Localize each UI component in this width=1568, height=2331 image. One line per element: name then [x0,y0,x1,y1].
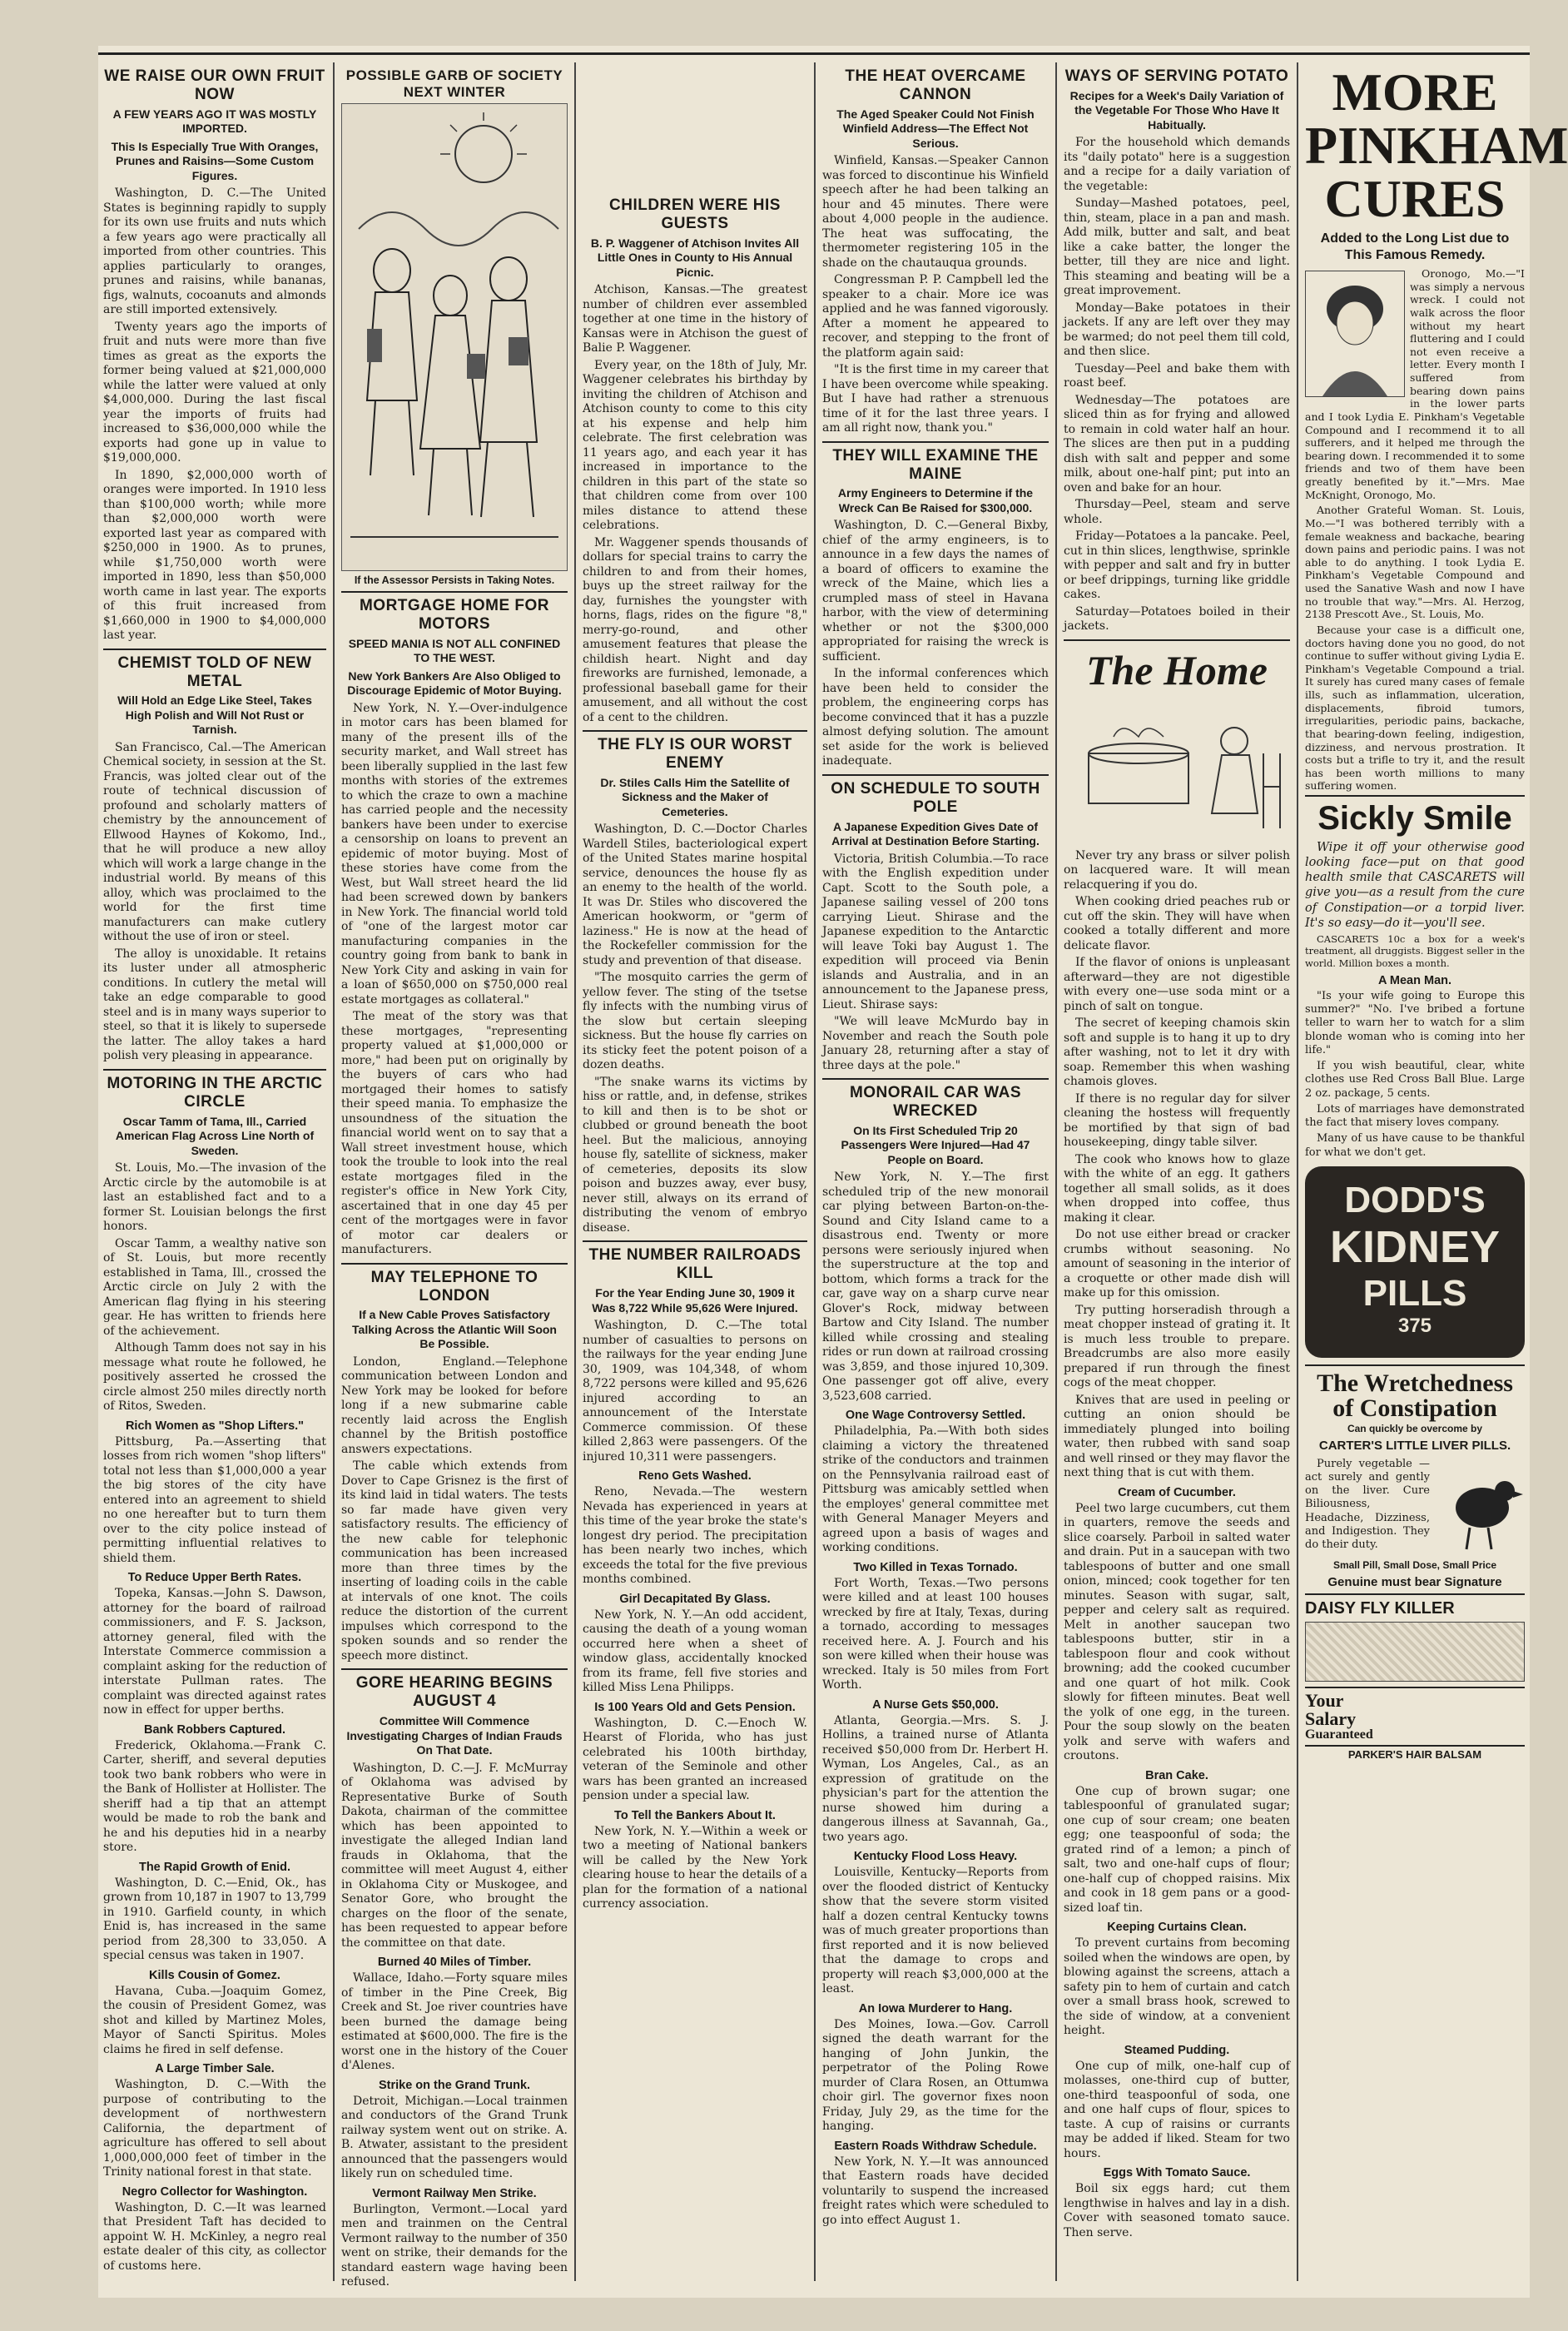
headline: THEY WILL EXAMINE THE MAINE [822,441,1049,484]
paragraph: Purely vegetable —act surely and gently on the liver. Cure Biliousness, Headache, Dizziness, and Indigestion. They do their duty. [1305,1457,1430,1552]
paragraph: Saturday—Potatoes boiled in their jackets. [1064,604,1290,634]
paragraph: Philadelphia, Pa.—With both sides claiming a victory the threatened strike of the conductors and trainmen on the Pennsylvania railroad east of Pittsburg was amicably settled when the employes' general committee met with General Manager Meyers and agreed upon a basis of wages and working conditions. [822,1424,1049,1555]
paragraph: "Is your wife going to Europe this summer?" "No. I've bribed a fortune teller to warn her to watch for a slim blonde woman who is coming into her life." [1305,989,1525,1056]
brief-headline: Girl Decapitated By Glass. [619,1592,771,1606]
brief-headline: Kills Cousin of Gomez. [149,1968,280,1982]
paragraph: Congressman P. P. Campbell led the speaker to a chair. More ice was applied and he was fanned vigorously. After a moment he appeared to recover, and stepping to the front of the platform again said: [822,273,1049,360]
paragraph: For the household which demands its "daily potato" here is a suggestion and a recipe for a daily variation of the vegetable: [1064,136,1290,193]
paragraph: Knives that are used in peeling or cutting an onion should be immediately plunged into boiling water, then rubbed with sand soap and well rinsed or they may flavor the next thing that is cut with them. [1064,1393,1290,1480]
headline: THE FLY IS OUR WORST ENEMY [583,730,807,773]
paragraph: If there is no regular day for silver cleaning the hostess will frequently be mortified by that sign of bad housekeeping, dingy table silver. [1064,1091,1290,1150]
paragraph: "We will leave McMurdo bay in November and reach the South pole January 28, returning after a stay of three days at the pole." [822,1015,1049,1072]
brief-headline: A Large Timber Sale. [155,2062,275,2076]
paragraph: Tuesday—Peel and bake them with roast beef. [1064,361,1290,390]
paragraph: "The mosquito carries the germ of yellow fever. The sting of the tsetse fly infects with the numbing virus of the slow but certain sleeping sickness. But the house fly carries on its sticky feet the potent poison of a dozen deaths. [583,971,807,1072]
paragraph: Lots of marriages have demonstrated the fact that misery loves company. [1305,1102,1525,1130]
subhead: Committee Will Commence Investigating Charges of Indian Frauds On That Date. [346,1714,563,1757]
crow-drawing [1445,1458,1525,1558]
brief-headline: Strike on the Grand Trunk. [378,2078,531,2092]
dodds-price: 375 [1397,1314,1432,1337]
brief-headline: Is 100 Years Old and Gets Pension. [594,1700,796,1714]
column-2 [341,62,568,2289]
paragraph: Pittsburg, Pa.—Asserting that losses from rich women "shop lifters" total not less than $1,000,000 a year the big stores of the city have entered into an agreement to shield no one hereafter but to turn them over to the city police instead of permitting influential relatives to shield them. [103,1434,326,1565]
column-rule [814,62,816,2281]
paragraph: Burlington, Vermont.—Local yard men and trainmen on the Central Vermont railway to the number of 350 went on strike, their demands for the standard eastern wage having been refused. [341,2202,568,2289]
cartoon-title: POSSIBLE GARB OF SOCIETY NEXT WINTER [345,67,563,100]
portrait-drawing [1306,271,1404,396]
column-3 [583,191,807,2281]
brief-headline: Kentucky Flood Loss Heavy. [853,1850,1018,1864]
crow-illustration [1445,1458,1525,1558]
ad-title: of Constipation [1332,1394,1497,1422]
paragraph: Wipe it off your otherwise good looking face—put on that good health smile that CASCARETS will give you—as a result from the cure of Constipation—or a torpid liver. It's so easy—do it—you'll see. [1305,841,1525,930]
headline: WAYS OF SERVING POTATO [1064,67,1289,85]
recipe-title: Cream of Cucumber. [1118,1485,1236,1499]
subhead: B. P. Waggener of Atchison Invites All Little Ones in County to His Annual Picnic. [590,236,800,279]
paragraph: Atlanta, Georgia.—Mrs. S. J. Hollins, a trained nurse of Atlanta received $50,000 from Dr. Herbert H. Wyman, Los Angeles, Cal., as an expression of gratitude on the physician's part for the attention the nurse showed him during a dangerous illness at Savannah, Ga., two years ago. [822,1713,1049,1844]
paragraph: "It is the first time in my career that I have been overcome while speaking. But I have had rather a strenuous time of it for the last three years. I am all right now, thank you." [822,363,1049,435]
salary-line: Your [1305,1690,1344,1712]
paragraph: Twenty years ago the imports of fruit and nuts were more than five times as great as the exports the former being valued at $21,000,000 while the latter were valued at only $4,000,000. During the last fiscal year the imports of fruits had increased to $36,000,000 while the exports had gone up in value to $19,000,000. [103,320,326,465]
brief-headline: A Nurse Gets $50,000. [872,1697,999,1712]
paragraph: Detroit, Michigan.—Local trainmen and conductors of the Grand Trunk railway system went out on strike. A. B. Atwater, assistant to the president announced that the passengers would likely run on scheduled time. [341,2094,568,2181]
paragraph: New York, N. Y.—The first scheduled trip of the new monorail car plying between Barton-on-the-Sound and City Island came to a disastrous end. Twenty or more persons were seriously injured when the superstructure at the top and bottom, which forms a track for the car, gave way on a sharp curve near Glover's Rock, midway between Bartow and City Island. The number killed while crossing and stealing rides or run down at railroad crossing was 3,859, and those injured 10,309. One passenger got off alive, every 3,523,608 carried. [822,1170,1049,1403]
column-rule [1055,62,1057,2281]
ad-subtitle: Can quickly be overcome by [1347,1422,1483,1434]
paragraph: One cup of brown sugar; one tablespoonful of granulated sugar; one cup of sour cream; one beaten egg; one teaspoonful of soda; the grated rind of a lemon; a pinch of salt, two and one-half cups of flour; one-half cup of chopped raisins. Mix and cook in 18 gem pans or a good-sized loaf tin. [1064,1784,1290,1915]
brief-headline: Bank Robbers Captured. [144,1722,285,1737]
salary-line: Salary [1305,1708,1357,1730]
subhead: For the Year Ending June 30, 1909 it Was 8,722 While 95,626 Were Injured. [592,1286,798,1315]
recipe-title: Bran Cake. [1145,1768,1208,1782]
paragraph: London, England.—Telephone communication between London and New York may be looked for before long if a new submarine cable recently laid across the English channel by the British postoffice answers expectations. [341,1354,568,1456]
paragraph: The cable which extends from Dover to Cape Grisnez is the first of its kind laid in tidal waters. The tests so far made have given very satisfactory results. The efficiency of the new cable for telephonic communication has been increased more than three times by the inserting of loading coils in the cable at intervals of one knot. The coils reduce the distortion of the current impulses which correspond to the spoken sounds and so render the speech more distinct. [341,1459,568,1663]
brief-headline: Vermont Railway Men Strike. [372,2186,537,2200]
subhead: If a New Cable Proves Satisfactory Talking Across the Atlantic Will Soon Be Possible. [352,1308,557,1351]
ad-subtitle: Genuine must bear Signature [1327,1574,1502,1589]
paragraph: The secret of keeping chamois skin soft and supple is to hang it up to dry after washing, not to let it dry with soap. Remember this when washing chamois gloves. [1064,1016,1290,1089]
subhead: Dr. Stiles Calls Him the Satellite of Sickness and the Maker of Cemeteries. [600,775,790,818]
ad-subtitle: Added to the Long List due to This Famous Remedy. [1320,231,1510,262]
brief-headline: A Mean Man. [1377,973,1452,987]
ad-title: DAISY FLY KILLER [1305,1599,1455,1618]
paragraph: Monday—Bake potatoes in their jackets. If any are left over they may be warmed; do not peel them till cold, and then slice. [1064,301,1290,359]
paragraph: Fort Worth, Texas.—Two persons were killed and at least 100 houses wrecked by fire at Italy, Texas, during a tornado, according to messages received here. A. J. Fourch and his son were killed when their house was wrecked. Italy is 50 miles from Fort Worth. [822,1576,1049,1692]
column-6-ads [1305,62,1568,2281]
cartoon-drawing [342,104,567,570]
paragraph: Topeka, Kansas.—John S. Dawson, attorney for the board of railroad commissioners, and F. S. Jackson, attorney general, filed with the Interstate Commerce commission a complaint asking for the reduction of interstate Pullman rates. The complaint was directed against rates now in effect for upper berths. [103,1587,326,1717]
paragraph: Washington, D. C.—Enid, Ok., has grown from 10,187 in 1907 to 13,799 in 1910. Garfield county, in which Enid is, has increased in the same period from 28,300 to 33,050. A special census was taken in 1907. [103,1876,326,1963]
dodds-pills-ad [1305,1166,1525,1358]
headline: MORTGAGE HOME FOR MOTORS [341,591,568,634]
ad-title: The Wretchedness [1317,1369,1513,1397]
brief-headline: Burned 40 Miles of Timber. [377,1956,532,1970]
brief-headline: One Wage Controversy Settled. [845,1409,1026,1423]
subhead: The Aged Speaker Could Not Finish Winfield Address—The Effect Not Serious. [836,107,1035,150]
recipe-title: Eggs With Tomato Sauce. [1103,2166,1251,2180]
subhead: A FEW YEARS AGO IT WAS MOSTLY IMPORTED. [112,107,317,136]
paragraph: New York, N. Y.—Within a week or two a meeting of National bankers will be called by the New York clearing house to hear the details of a plan for the formation of a national currency association. [583,1824,807,1911]
subhead: This Is Especially True With Oranges, Prunes and Raisins—Some Custom Figures. [111,139,319,182]
subhead: SPEED MANIA IS NOT ALL CONFINED TO THE WEST. [348,636,561,665]
headline: MAY TELEPHONE TO LONDON [341,1263,568,1305]
paragraph: Wallace, Idaho.—Forty square miles of timber in the Pine Creek, Big Creek and St. Joe river countries have been burned the damage being estimated at $600,000. The fire is the worst one in the history of the Couer d'Alenes. [341,1971,568,2073]
paragraph: The cook who knows how to glaze with the white of an egg. It gathers together all small solids, as it does when dropped into coffee, thus making it clear. [1064,1152,1290,1225]
paragraph: Boil six eggs hard; cut them lengthwise in halves and lay in a dish. Cover with seasoned tomato sauce. Then serve. [1064,2182,1290,2239]
headline: THE NUMBER RAILROADS KILL [583,1240,807,1283]
dodds-kidney: KIDNEY [1329,1221,1501,1272]
brief-headline: Two Killed in Texas Tornado. [853,1560,1018,1574]
newspaper-page [98,46,1568,2298]
column-5 [1064,62,1290,2281]
paragraph: Reno, Nevada.—The western Nevada has experienced in years at this time of the year broke the state's longest dry period. The precipitation has been nearly two inches, which exceeds the total for the five previous months combined. [583,1485,807,1587]
paragraph: To prevent curtains from becoming soiled when the windows are open, by blowing against the screens, attach a safety pin to hem of curtain and catch over a small brass hook, screwed to the side of window, at a convenient height. [1064,1936,1290,2038]
ad-subtitle: PARKER'S HAIR BALSAM [1347,1748,1482,1762]
paragraph: Mr. Waggener spends thousands of dollars for special trains to carry the children to and from their homes, buys up the street railway for the day, furnishes the youngster with horns, flags, rides on the figure "8," merry-go-round, and other amusement features that please the childish heart. Night and day fireworks are furnished, lemonade, a professional baseball game for their amusement, and all without the cost of a cent to the children. [583,535,807,724]
paragraph: St. Louis, Mo.—The invasion of the Arctic circle by the automobile is at last an established fact and to a former St. Louisian belongs the first honors. [103,1161,326,1234]
salary-ad [1305,1687,1525,1742]
paragraph: Louisville, Kentucky—Reports from over the flooded district of Kentucky show that the severe storm visited half a dozen central Kentucky towns was of much greater proportions than first reported and it is now believed that the damage to crops and property will reach $3,000,000 at the least. [822,1866,1049,1996]
brief-headline: To Reduce Upper Berth Rates. [127,1571,302,1585]
paragraph: "The snake warns its victims by hiss or rattle, and, in defense, strikes to kill and then is to be shot or clubbed or ground beneath the boot heel. But the malicious, annoying house fly, satellite of sickness, maker of cemeteries, deposits its slow poison and buzzes away, ever busy, never still, always on its errand of distributing the venom of embryo disease. [583,1075,807,1235]
paragraph: Winfield, Kansas.—Speaker Cannon was forced to discontinue his Winfield speech after he had been talking an hour and 45 minutes. There were about 4,000 people in the audience. The heat was suffocating, the thermometer registering 105 in the shade on the chautauqua grounds. [822,154,1049,270]
paragraph: Washington, D. C.—J. F. McMurray of Oklahoma was advised by Representative Burke of South Dakota, chairman of the committee which has been appointed to investigate the alleged Indian land frauds in Oklahoma, that the committee will meet August 4, either in Oklahoma City or Muskogee, and Senator Gore, who brought the charges on the floor of the senate, has been requested to appear before the committee on that date. [341,1761,568,1950]
cartoon-illustration [341,103,568,571]
headline: MONORAIL CAR WAS WRECKED [822,1078,1049,1121]
paragraph: Washington, D. C.—The total number of casualties to persons on the railways for the year ending June 30, 1909, was 104,348, of whom 8,722 persons were killed and 95,626 injured according to an announcement of the Interstate Commerce commission. Of these killed 2,863 were passengers. Of the injured 10,311 were passengers. [583,1319,807,1464]
paragraph: Washington, D. C.—Enoch W. Hearst of Florida, who has just celebrated his 100th birthday, veteran of the Seminole and other wars has been granted an increased pension under a special law. [583,1716,807,1803]
ad-title-line: PINKHAM [1305,116,1568,175]
brief-headline: Reno Gets Washed. [638,1469,752,1484]
daisy-fly-killer-image [1305,1622,1525,1682]
paragraph: The alloy is unoxidable. It retains its luster under all atmospheric conditions. In cutlery the metal will take an edge comparable to good steel and is in many ways superior to steel, so that it is likely to supersede the latter. The alloy takes a hard polish very pleasing in appearance. [103,947,326,1063]
cartoon-caption: If the Assessor Persists in Taking Notes. [354,574,555,587]
paragraph: One cup of milk, one-half cup of molasses, one-third cup of butter, one-third teaspoonful of soda, one and one half cups of flour, spices to taste. A cup of raisins or currants may be added if liked. Steam for two hours. [1064,2059,1290,2160]
paragraph: Havana, Cuba.—Joaquim Gomez, the cousin of President Gomez, was shot and killed by Martinez Moles, Mayor of Sancti Spiritus. Moles claims he fired in self defense. [103,1984,326,2056]
paragraph: Thursday—Peel, steam and serve whole. [1064,498,1290,526]
recipe-title: Steamed Pudding. [1124,2043,1230,2057]
recipe-title: Keeping Curtains Clean. [1107,1921,1247,1935]
paragraph: New York, N. Y.—Over-indulgence in motor cars has been blamed for many of the present ills of the security market, and Wall street has been liberally supplied in the last few months with stories of the extremes to which the craze to own a machine has carried people and the necessity bankers have been under to exercise a censorship on loans to prevent an epidemic of motor buying. Most of these stories have come from the West, but Wall street heard the lid had been screwed down by bankers in New York. The financial world told of "one of the largest motor car manufacturing companies in the country going from bank to bank in New York City and asking in vain for a loan of $650,000 on $750,000 real estate mortgages as collateral." [341,701,568,1006]
paragraph: Peel two large cucumbers, cut them in quarters, remove the seeds and slice coarsely. Parboil in salted water and drain. Put in a saucepan with two tablespoons of butter and one small onion, minced; cook together for ten minutes. Season with sugar, salt, pepper and celery salt as required. Melt in another saucepan two tablespoons butter, stir in a tablespoon flour and cook without browning; add the cooked cucumber and one quart of hot milk. Cook slowly for fifteen minutes. Beat well the yolk of one egg, in the tureen. Pour the soup slowly on the beaten yolk and serve with wafers and croutons. [1064,1501,1290,1763]
paragraph: Never try any brass or silver polish on lacquered ware. It will mean relacquering if you do. [1064,848,1290,892]
brief-headline: Eastern Roads Withdraw Schedule. [834,2139,1037,2153]
brief-headline: The Rapid Growth of Enid. [138,1860,291,1874]
subhead: On Its First Scheduled Trip 20 Passengers Were Injured—Had 47 People on Board. [841,1123,1030,1166]
ad-subtitle: Small Pill, Small Dose, Small Price [1332,1558,1497,1571]
paragraph: Friday—Potatoes a la pancake. Peel, cut in thin slices, lengthwise, sprinkle with pepper and salt and fry in butter or beef drippings, turning like griddle cakes. [1064,529,1290,602]
home-illustration [1064,703,1288,845]
headline: GORE HEARING BEGINS AUGUST 4 [341,1668,568,1711]
paragraph: Every year, on the 18th of July, Mr. Waggener celebrates his birthday by inviting the children of Atchison and Atchison county to come to this city at his expense and help him celebrate. The first celebration was 11 years ago, and each year it has increased in importance to the children in this part of the state so that children come from over 100 miles distance to attend these celebrations. [583,358,807,533]
paragraph: The meat of the story was that these mortgages, "representing property valued at $1,000,000 or more," had been put on originally by the buyers of cars who had mortgaged their homes to satisfy their speed mania. To emphasize the unsoundness of the situation the financial world went on to say that a Wall street investment house, which took the trouble to look into the real estate mortgages filed in the register's office in New York City, ascertained that in one day 45 per cent of the mortgages were in favor of motor car dealers or manufacturers. [341,1010,568,1257]
paragraph: Because your case is a difficult one, doctors having done you no good, do not continue to suffer without giving Lydia E. Pinkham's Vegetable Compound a trial. It surely has cured many cases of female ills, such as inflammation, ulceration, displacements, fibroid tumors, irregularities, periodic pains, backache, that bearing-down feeling, indigestion, dizziness, and nervous prostration. It costs but a trifle to try it, and the result has been worth millions to many suffering women. [1305,623,1525,793]
paragraph: Atchison, Kansas.—The greatest number of children ever assembled together at one time in the history of Kansas were in Atchison the guest of Balie P. Waggener. [583,283,807,355]
salary-line: Guaranteed [1305,1727,1373,1742]
home-section-banner [1064,639,1290,849]
paragraph: If the flavor of onions is unpleasant afterward—they are not digestible with every one—use soda mint or a pinch of salt on tongue. [1064,956,1290,1013]
paragraph: Oronogo, Mo.—"I was simply a nervous wreck. I could not walk across the floor without my heart fluttering and I could not even receive a letter. Every month I suffered from bearing down pains in the lower parts and I took Lydia E. Pinkham's Vegetable Compound and I recommend it to all sufferers, and it helped me through the bearing down. I recommended it to some friends and two of them have been greatly benefited by it."—Mrs. Mae McKnight, Oronogo, Mo. [1305,267,1525,501]
paragraph: Frederick, Oklahoma.—Frank C. Carter, sheriff, and several deputies took two bank robbers who were in the Bank of Hollister at Hollister. The sheriff had a tip that an attempt would be made to rob the bank and he and his deputies hid in a nearby store. [103,1738,326,1855]
home-section-title: The Home [1085,646,1268,693]
brief-headline: Rich Women as "Shop Lifters." [125,1419,305,1433]
ad-title-line: CURES [1324,169,1506,228]
dodds-pills: PILLS [1362,1272,1467,1314]
ad-subtitle: CARTER'S LITTLE LIVER PILLS. [1318,1438,1511,1453]
brief-headline: Negro Collector for Washington. [122,2184,308,2199]
column-rule [574,62,576,2281]
paragraph: Victoria, British Columbia.—To race with the English expedition under Capt. Scott to the South pole, a Japanese sailing vessel of 200 tons carrying Lieut. Shirase and the Japanese expedition to the Antarctic will leave Toki bay August 1. The expedition will proceed via Benin islands and Australia, and in an announcement to the Japanese press, Lieut. Shirase says: [822,852,1049,1011]
paragraph: Wednesday—The potatoes are sliced thin as for frying and allowed to remain in cold water half an hour. The slices are then put in a pudding dish with salt and pepper and some milk, about one-half pint; put into an oven and bake for an hour. [1064,393,1290,495]
paragraph: New York, N. Y.—An odd accident, causing the death of a young woman occurred here when a sheet of window glass, accidentally knocked from its frame, fell five stories and killed Miss Lena Philipps. [583,1608,807,1695]
paragraph: Des Moines, Iowa.—Gov. Carroll signed the death warrant for the hanging of John Junkin, the perpetrator of the Poling Rowe murder of Clara Rosen, an Ottumwa choir girl. The governor fixes noon Friday, July 29, as the time for the hanging. [822,2017,1049,2134]
subhead: New York Bankers Are Also Obliged to Discourage Epidemic of Motor Buying. [347,668,562,698]
paragraph: In 1890, $2,000,000 worth of oranges were imported. In 1910 less than $100,000 worth; while more than $2,000,000 worth were exported last year as compared with $250,000 in 1900. As to prunes, while $1,750,000 worth were imported in 1890, less than $50,000 worth came in last year. The exports of this fruit increased from $1,660,000 in 1900 to $4,000,000 last year. [103,468,326,643]
paragraph: New York, N. Y.—It was announced that Eastern roads have decided voluntarily to suspend the increased freight rates which were scheduled to go into effect August 1. [822,2155,1049,2227]
brief-headline: To Tell the Bankers About It. [614,1808,776,1822]
subhead: Recipes for a Week's Daily Variation of the Vegetable For Those Who Have It Habitually. [1069,88,1284,132]
column-1 [103,62,326,2281]
woman-portrait [1305,271,1405,397]
paragraph: Washington, D. C.—With the purpose of contributing to the development of northwestern California, the department of agriculture has offered to sell about 1,000,000,000 feet of timber in the Trinity national forest in that state. [103,2078,326,2179]
column-4 [822,62,1049,2281]
subhead: A Japanese Expedition Gives Date of Arrival at Destination Before Starting. [831,819,1040,848]
ad-title: Sickly Smile [1317,800,1512,837]
paragraph: Try putting horseradish through a meat chopper instead of grating it. It is much less trouble to prepare. Breadcrumbs are also more easily prepared if run through the finest cogs of the meat chopper. [1064,1303,1290,1390]
paragraph: San Francisco, Cal.—The American Chemical society, in session at the St. Francis, was jolted clear out of the route of technical discussion of profound and scholarly matters of chemistry by the announcement of Ellwood Haynes of Kokomo, Ind., that he will produce a new alloy which will work a large change in the industrial world. By means of this alloy, which was proclaimed to the world for the first time manufacturers can make cutlery without the use of iron or steel. [103,740,326,944]
column-rule [1297,62,1298,2281]
paragraph: Sunday—Mashed potatoes, peel, thin, steam, place in a pan and mash. Add milk, butter and salt, and beat like a cake batter, the longer the better, till they are nice and light. This steaming and beating will be a great improvement. [1064,196,1290,298]
brief-headline: An Iowa Murderer to Hang. [858,2001,1013,2015]
paragraph: Do not use either bread or cracker crumbs without seasoning. No amount of seasoning in the interior of a croquette or other made dish will make up for this omission. [1064,1228,1290,1300]
paragraph: If you wish beautiful, clear, white clothes use Red Cross Ball Blue. Large 2 oz. package, 5 cents. [1305,1060,1525,1100]
paragraph: In the informal conferences which have been held to consider the problem, the engineering corps has become convinced that it has a puzzle almost defying solution. The amount set aside for the work is believed inadequate. [822,667,1049,768]
subhead: Oscar Tamm of Tama, Ill., Carried American Flag Across Line North of Sweden. [115,1114,315,1157]
paragraph: CASCARETS 10c a box for a week's treatment, all druggists. Biggest seller in the world. Million boxes a month. [1305,932,1525,969]
paragraph: Oscar Tamm, a wealthy native son of St. Louis, but more recently established in Tama, Ill., crossed the Arctic circle on July 2 with the American flag flying in his steering gear. He has written to friends here of the achievement. [103,1236,326,1338]
subhead: Army Engineers to Determine if the Wreck Can Be Raised for $300,000. [837,486,1034,514]
headline: MOTORING IN THE ARCTIC CIRCLE [103,1069,326,1111]
headline: CHILDREN WERE HIS GUESTS [609,196,781,232]
column-rule [333,62,335,2281]
paragraph: Although Tamm does not say in his message what route he followed, he positively asserted he crossed the circle almost 250 miles directly north of Ritos, Sweden. [103,1341,326,1414]
headline: THE HEAT OVERCAME CANNON [845,67,1026,103]
paragraph: Washington, D. C.—The United States is beginning rapidly to supply for its own use fruits and nuts which a few years ago were practically all imported from other countries. This applies particularly to oranges, prunes and raisins, while bananas, figs, walnuts, cocoanuts and almonds are still imported extensively. [103,186,326,317]
headline: ON SCHEDULE TO SOUTH POLE [822,774,1049,817]
paragraph: Washington, D. C.—General Bixby, chief of the army engineers, is to announce in a few days the names of a board of officers to examine the wreck of the Maine, which lies a crumpled mass of steel in Havana harbor, with the view of determining whether or not the $300,000 appropriated for raising the wreck is sufficient. [822,519,1049,664]
dodds-name: DODD'S [1344,1179,1486,1220]
paragraph: Another Grateful Woman. St. Louis, Mo.—"I was bothered terribly with a female weakness and backache, bearing down pains and periodic pains. I was not able to do anything. I took Lydia E. Pinkham's Vegetable Compound and used the Sanative Wash and now I have no trouble that way."—Mrs. Al. Herzog, 2138 Prescott Ave., St. Louis, Mo. [1305,504,1525,621]
paragraph: When cooking dried peaches rub or cut off the skin. They will have when cooked a totally different and more delicate flavor. [1064,895,1290,952]
paragraph: Washington, D. C.—It was learned that President Taft has decided to appoint W. H. McKinley, a negro real estate dealer of this city, as collector of customs here. [103,2200,326,2273]
paragraph: Many of us have cause to be thankful for what we don't get. [1305,1132,1525,1159]
ad-title-line: MORE [1332,62,1498,122]
subhead: Will Hold an Edge Like Steel, Takes High Polish and Will Not Rust or Tarnish. [117,693,312,737]
top-rule [98,52,1530,55]
headline: CHEMIST TOLD OF NEW METAL [103,649,326,691]
headline: WE RAISE OUR OWN FRUIT NOW [104,67,325,103]
paragraph: Washington, D. C.—Doctor Charles Wardell Stiles, bacteriological expert of the United States marine hospital service, denounces the house fly as an enemy to the health of the world. It was Dr. Stiles who discovered the American hookworm, or "germ of laziness." He is now at the head of the Rockefeller commission for the study and prevention of that disease. [583,823,807,967]
